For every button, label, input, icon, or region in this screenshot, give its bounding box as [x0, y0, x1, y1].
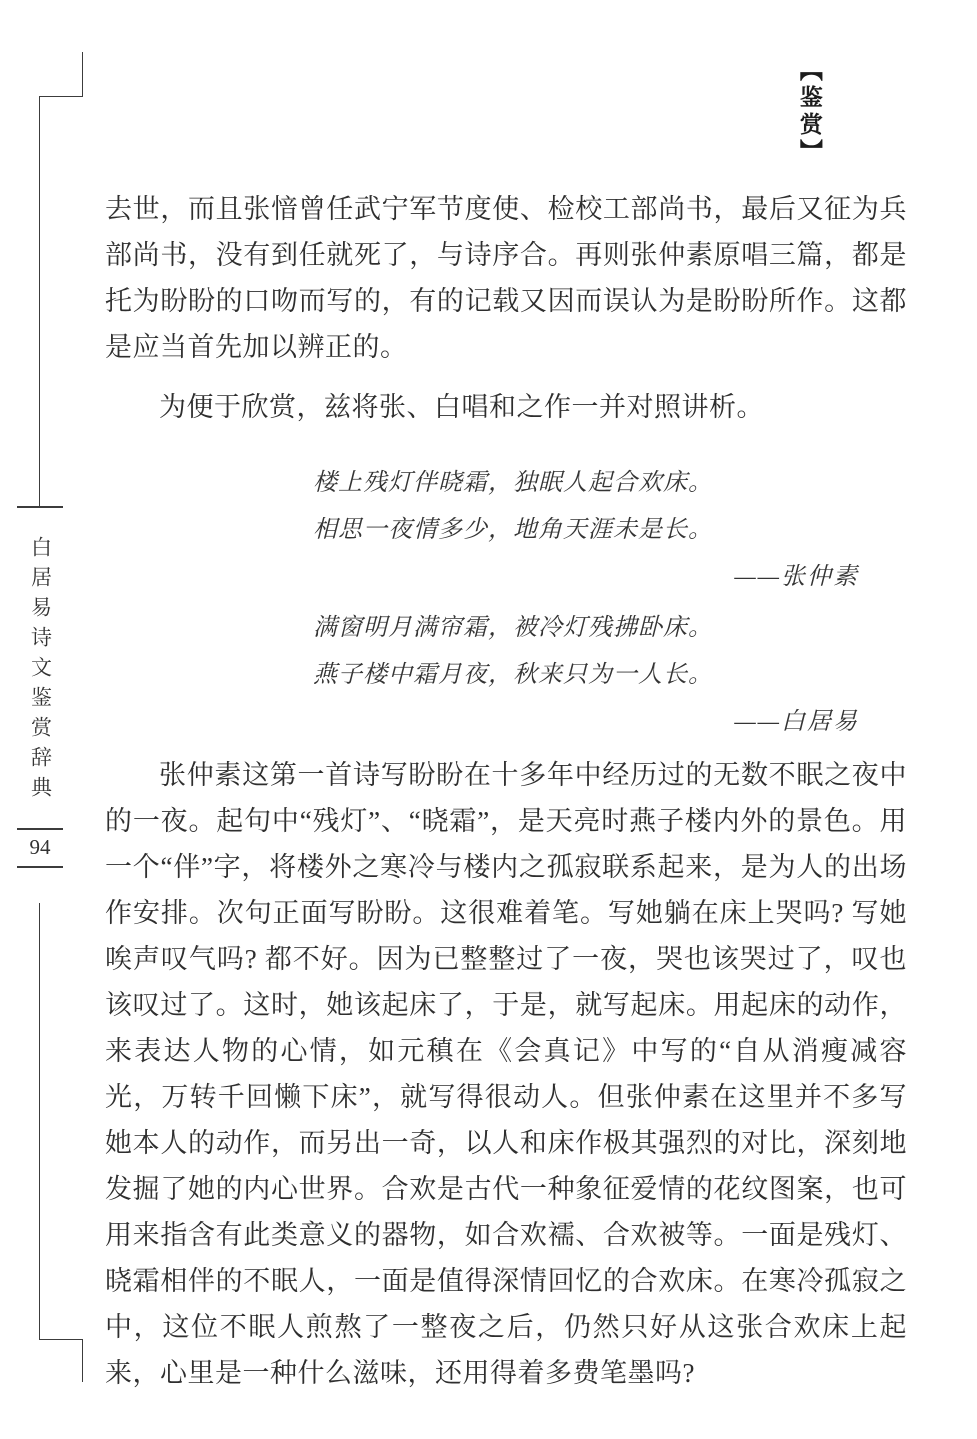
- paragraph-analysis: 张仲素这第一首诗写盼盼在十多年中经历过的无数不眠之夜中的一夜。起句中“残灯”、“晓霜”，是天亮时燕子楼内外的景色。用一个“伴”字，将楼外之寒冷与楼内之孤寂联系起来，是为人的出场作安排。次句正面写盼盼。这很难着笔。写她躺在床上哭吗? 写她唉声叹气吗? 都不好。因为已整整过了一夜，哭也该哭过了，叹也该叹过了。这时，她该起床了，于是，就写起床。用起床的动作，来表达人物的心情，如元稹在《会真记》中写的“自从消瘦减容光，万转千回懒下床”，就写得很动人。但张仲素在这里并不多写她本人的动作，而另出一奇，以人和床作极其强烈的对比，深刻地发掘了她的内心世界。合欢是古代一种象征爱情的花纹图案，也可用来指含有此类意义的器物，如合欢襦、合欢被等。一面是残灯、晓霜相伴的不眠人，一面是值得深情回忆的合欢床。在寒冷孤寂之中，这位不眠人煎熬了一整夜之后，仍然只好从这张合欢床上起来，心里是一种什么滋味，还用得着多费笔墨吗?: [105, 760, 907, 1388]
- sidebar-book-title: 白居易诗文鉴赏辞典: [28, 536, 53, 806]
- poem-attribution: ——张仲素: [734, 564, 859, 590]
- spine-bottom-cap-line: [82, 1339, 83, 1382]
- poem-zhang-zhongsu: [105, 460, 907, 601]
- spine-top-step-line: [39, 96, 83, 97]
- sidebar-rule-top: [17, 506, 63, 508]
- poem-line: 燕子楼中霜月夜，秋来只为一人长。: [313, 662, 713, 688]
- appreciation-section-badge: 【鉴赏】: [796, 58, 822, 166]
- spine-lower-line: [39, 903, 40, 1339]
- poem-line: 满窗明月满帘霜，被冷灯残拂卧床。: [313, 615, 713, 641]
- paragraph-intro: 为便于欣赏，兹将张、白唱和之作一并对照讲析。: [159, 392, 764, 422]
- page-number: 94: [29, 835, 51, 859]
- sidebar-book-tab: [15, 506, 65, 868]
- spine-upper-line: [39, 96, 40, 506]
- poem-bai-juyi: [105, 605, 907, 746]
- poem-attribution: ——白居易: [734, 709, 859, 735]
- sidebar-rule-middle: [17, 828, 63, 830]
- sidebar-rule-bottom: [17, 866, 63, 868]
- paragraph-continuation: 去世，而且张愔曾任武宁军节度使、检校工部尚书，最后又征为兵部尚书，没有到任就死了，与诗序合。再则张仲素原唱三篇，都是托为盼盼的口吻而写的，有的记载又因而误认为是盼盼所作。这都是应当首先加以辨正的。: [105, 194, 907, 362]
- poem-line: 楼上残灯伴晓霜，独眠人起合欢床。: [313, 470, 713, 496]
- spine-top-cap-line: [82, 52, 83, 96]
- poem-line: 相思一夜情多少，地角天涯未是长。: [313, 517, 713, 543]
- spine-bottom-step-line: [39, 1339, 83, 1340]
